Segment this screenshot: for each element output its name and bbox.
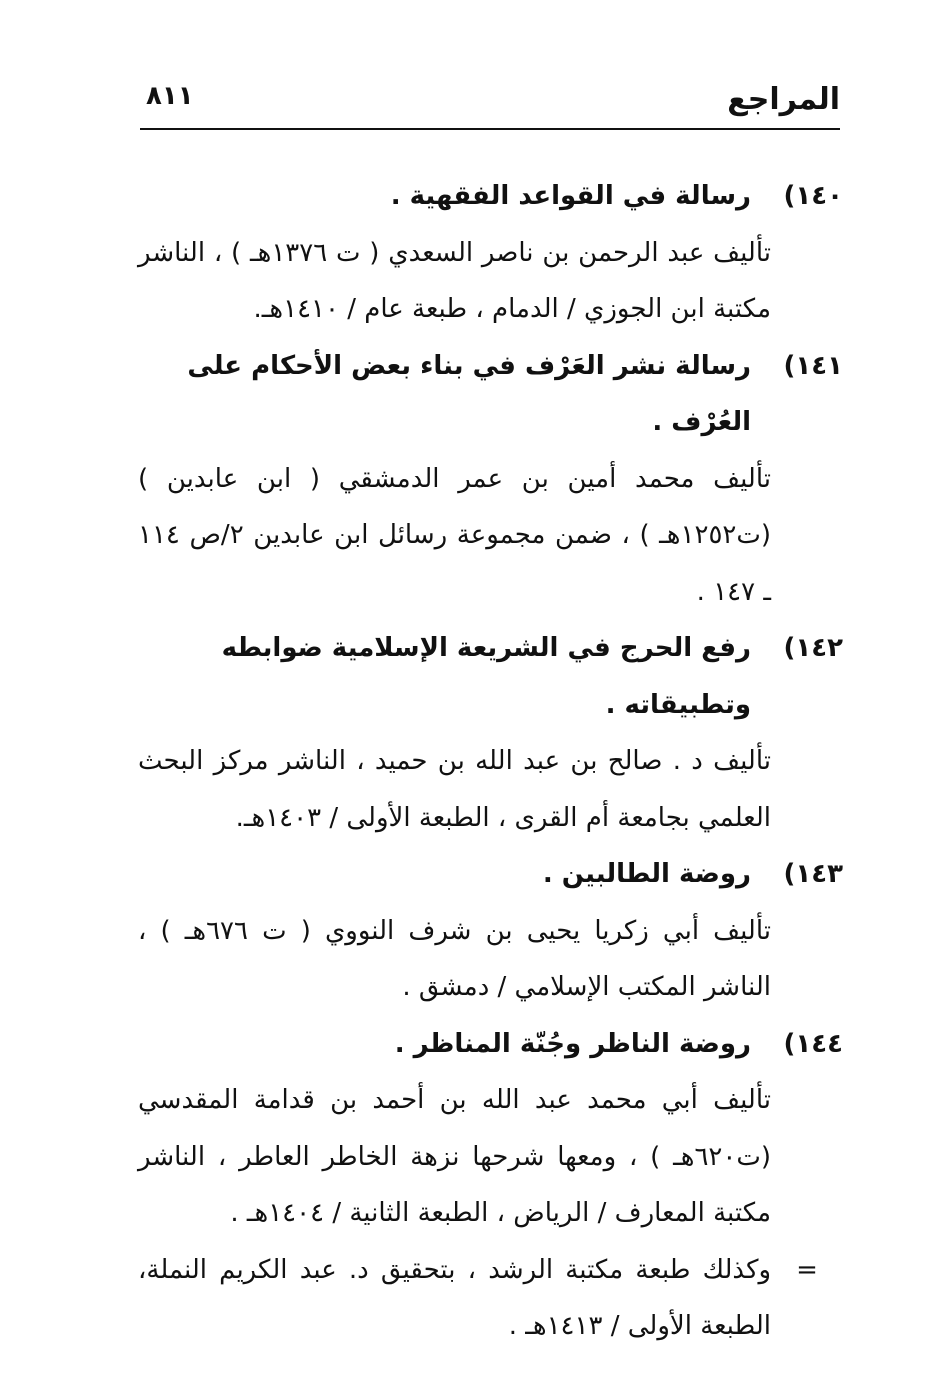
- entry-title: رسالة في القواعد الفقهية .: [390, 181, 751, 211]
- note-mark: =: [796, 1254, 818, 1285]
- reference-entry-141: [138, 338, 843, 621]
- entry-description: تأليف محمد أمين بن عمر الدمشقي ( ابن عابدين ) (ت١٢٥٢هـ ) ، ضمن مجموعة رسائل ابن عابدين ٢/ص ١١٤ ـ ١٤٧ .: [138, 463, 771, 607]
- entry-description: تأليف د . صالح بن عبد الله بن حميد ، الناشر مركز البحث العلمي بجامعة أم القرى ، الطبعة الأولى / ١٤٠٣هـ.: [138, 746, 771, 833]
- reference-entry-144: [138, 1016, 843, 1242]
- entry-number: ١٤٠): [783, 181, 843, 211]
- section-title: المراجع: [727, 82, 840, 117]
- entry-description: تأليف أبي محمد عبد الله بن أحمد بن قدامة المقدسي (ت٦٢٠هـ ) ، ومعها شرحها نزهة الخاطر العاطر ، الناشر مكتبة المعارف / الرياض ، الطبعة الثانية / ١٤٠٤هـ .: [138, 1085, 771, 1228]
- reference-entry-142: [138, 620, 843, 846]
- reference-entry-140: [138, 168, 843, 338]
- entry-heading: [138, 168, 843, 225]
- entry-heading: [138, 846, 843, 903]
- entry-number: ١٤١): [783, 350, 843, 381]
- entry-title: رسالة نشر العَرْف في بناء بعض الأحكام على العُرْف .: [187, 350, 751, 437]
- page-header: [140, 78, 840, 130]
- entry-description: تأليف أبي زكريا يحيى بن شرف النووي ( ت ٦٧٦هـ ) ، الناشر المكتب الإسلامي / دمشق .: [138, 915, 771, 1002]
- entry-title: رفع الحرج في الشريعة الإسلامية ضوابطه وتطبيقاته .: [221, 633, 751, 720]
- entry-number: ١٤٤): [783, 1028, 843, 1059]
- entry-title: روضة الطالبين .: [542, 859, 751, 889]
- page-number: ٨١١: [146, 81, 194, 111]
- entry-heading: [138, 620, 843, 733]
- references-list: [138, 168, 843, 1355]
- entry-title: روضة الناظر وجُنّة المناظر .: [394, 1028, 751, 1059]
- additional-edition-note: [138, 1242, 843, 1355]
- entry-description: تأليف عبد الرحمن بن ناصر السعدي ( ت ١٣٧٦هـ ) ، الناشر مكتبة ابن الجوزي / الدمام ، طبعة عام / ١٤١٠هـ.: [138, 237, 772, 324]
- note-text: وكذلك طبعة مكتبة الرشد ، بتحقيق د. عبد الكريم النملة، الطبعة الأولى / ١٤١٣هـ .: [138, 1254, 771, 1341]
- entry-heading: [138, 338, 843, 451]
- reference-entry-143: [138, 846, 843, 1016]
- entry-number: ١٤٣): [783, 859, 843, 889]
- entry-number: ١٤٢): [783, 633, 843, 663]
- entry-heading: [138, 1016, 843, 1073]
